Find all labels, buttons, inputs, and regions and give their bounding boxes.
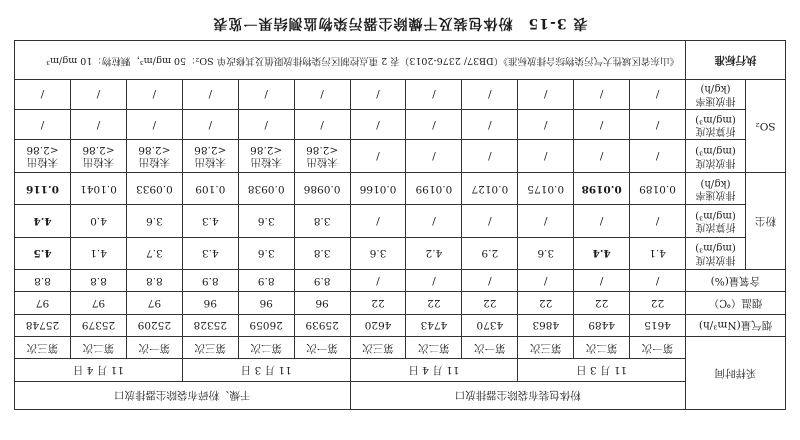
run-header: 第二次 (574, 337, 630, 359)
value-cell: 0.109 (182, 172, 238, 204)
value-cell: / (462, 205, 518, 237)
value-cell: 0.0189 (630, 172, 686, 204)
value-cell: / (462, 79, 518, 109)
value-cell: / (518, 109, 574, 139)
value-cell: / (350, 140, 406, 172)
dust-rate-row (15, 172, 786, 204)
row-label: 烟气量(Nm³/h) (686, 314, 786, 336)
value-cell: / (350, 270, 406, 292)
run-header: 第三次 (518, 337, 574, 359)
value-cell: / (15, 109, 71, 139)
value-cell: 97 (15, 292, 71, 314)
temp-row (15, 292, 786, 314)
so2-em-row (15, 140, 786, 172)
value-cell: / (574, 109, 630, 139)
value-cell: 8.9 (182, 270, 238, 292)
run-header: 第一次 (126, 337, 182, 359)
value-cell: 22 (518, 292, 574, 314)
value-cell: 22 (630, 292, 686, 314)
value-cell: 3.6 (126, 205, 182, 237)
value-cell: 未检出 <2.86 (294, 140, 350, 172)
header-row-1 (15, 381, 786, 409)
value-cell: 22 (406, 292, 462, 314)
row-label: 排放速率(kg/h) (686, 79, 746, 109)
row-label: 折算浓度(mg/m³) (686, 109, 746, 139)
value-cell: 未检出 <2.86 (71, 140, 127, 172)
value-cell: / (15, 79, 71, 109)
value-cell: 96 (294, 292, 350, 314)
value-cell: 3.6 (518, 237, 574, 269)
value-cell: 22 (462, 292, 518, 314)
row-label: 排放速率(kg/h) (686, 172, 746, 204)
value-cell: / (630, 109, 686, 139)
value-cell: 8.8 (15, 270, 71, 292)
runs-row (15, 337, 786, 359)
value-cell: 3.6 (350, 237, 406, 269)
value-cell: 0.0198 (574, 172, 630, 204)
standard-row (15, 41, 786, 80)
dust-conv-row (15, 205, 786, 237)
run-header: 第一次 (630, 337, 686, 359)
value-cell: 4.3 (182, 237, 238, 269)
value-cell: / (574, 270, 630, 292)
value-cell: 22 (574, 292, 630, 314)
value-cell: 8.8 (126, 270, 182, 292)
monitoring-results-table (14, 40, 786, 410)
value-cell: / (518, 270, 574, 292)
run-header: 第一次 (462, 337, 518, 359)
run-header: 第一次 (294, 337, 350, 359)
value-cell: 0.0166 (350, 172, 406, 204)
value-cell: 未检出 <2.86 (238, 140, 294, 172)
value-cell: 4489 (574, 314, 630, 336)
date-header: 11 月 4 日 (350, 359, 518, 381)
so2-label: SO₂ (746, 79, 786, 172)
value-cell: 96 (182, 292, 238, 314)
value-cell: 未检出 <2.86 (15, 140, 71, 172)
value-cell: / (574, 140, 630, 172)
value-cell: 96 (238, 292, 294, 314)
value-cell: / (630, 79, 686, 109)
value-cell: 0.0938 (238, 172, 294, 204)
value-cell: 8.8 (71, 270, 127, 292)
value-cell: 22 (350, 292, 406, 314)
value-cell: 2.9 (462, 237, 518, 269)
run-header: 第三次 (15, 337, 71, 359)
value-cell: 0.0175 (518, 172, 574, 204)
so2-rate-row (15, 79, 786, 109)
value-cell: / (126, 109, 182, 139)
value-cell: / (462, 109, 518, 139)
standard-label: 执行标准 (686, 41, 786, 80)
value-cell: 4.3 (182, 205, 238, 237)
value-cell: / (350, 205, 406, 237)
value-cell: 25748 (15, 314, 71, 336)
value-cell: 未检出 <2.86 (182, 140, 238, 172)
value-cell: / (406, 270, 462, 292)
value-cell: 25379 (71, 314, 127, 336)
value-cell: 3.6 (238, 205, 294, 237)
row-label: 排放浓度(mg/m³) (686, 140, 746, 172)
oxygen-row (15, 270, 786, 292)
group-b-header: 干燥、粉碎布袋除尘器排放口 (15, 381, 351, 409)
row-label: 排放浓度(mg/m³) (686, 237, 746, 269)
date-header: 11 月 3 日 (182, 359, 350, 381)
value-cell: / (182, 109, 238, 139)
value-cell: 0.0199 (406, 172, 462, 204)
value-cell: 26059 (238, 314, 294, 336)
value-cell: 4.1 (630, 237, 686, 269)
value-cell: / (574, 205, 630, 237)
dust-em-row (15, 237, 786, 269)
value-cell: / (518, 140, 574, 172)
run-header: 第二次 (71, 337, 127, 359)
run-header: 第二次 (406, 337, 462, 359)
value-cell: / (71, 109, 127, 139)
value-cell: / (630, 140, 686, 172)
value-cell: / (462, 140, 518, 172)
value-cell: 4863 (518, 314, 574, 336)
run-header: 第三次 (182, 337, 238, 359)
value-cell: 4.5 (15, 237, 71, 269)
value-cell: 97 (71, 292, 127, 314)
value-cell: / (294, 79, 350, 109)
table-title: 表 3-15 粉体包装及干燥除尘器污染物监测结果一览表 (212, 15, 588, 31)
standard-text: 《山东省区域性大气污染物综合排放标准》（DB37/ 2376-2013）表 2 重点控制区污染物排放限值及其修改单 SO₂：50 mg/m³，颗粒物：10 mg/m³ (15, 41, 686, 80)
value-cell: / (238, 79, 294, 109)
value-cell: 25328 (182, 314, 238, 336)
value-cell: 4620 (350, 314, 406, 336)
value-cell: / (406, 140, 462, 172)
row-label: 折算浓度(mg/m³) (686, 205, 746, 237)
value-cell: 0.0933 (126, 172, 182, 204)
value-cell: 25939 (294, 314, 350, 336)
flow-row (15, 314, 786, 336)
value-cell: / (630, 205, 686, 237)
value-cell: 0.1041 (71, 172, 127, 204)
value-cell: 0.0986 (294, 172, 350, 204)
value-cell: / (406, 79, 462, 109)
value-cell: 3.6 (238, 237, 294, 269)
value-cell: 8.9 (238, 270, 294, 292)
value-cell: / (350, 79, 406, 109)
value-cell: 4.1 (71, 237, 127, 269)
value-cell: / (350, 109, 406, 139)
value-cell: 0.0127 (462, 172, 518, 204)
row-label: 烟温（℃） (686, 292, 786, 314)
value-cell: 0.116 (15, 172, 71, 204)
value-cell: / (126, 79, 182, 109)
value-cell: 3.8 (294, 205, 350, 237)
value-cell: / (518, 79, 574, 109)
value-cell: / (630, 270, 686, 292)
row-label: 含氧量(%) (686, 270, 786, 292)
run-header: 第二次 (238, 337, 294, 359)
value-cell: 25209 (126, 314, 182, 336)
value-cell: / (574, 79, 630, 109)
value-cell: 3.7 (126, 237, 182, 269)
value-cell: / (182, 79, 238, 109)
value-cell: 未检出 <2.86 (126, 140, 182, 172)
value-cell: / (294, 109, 350, 139)
value-cell: 4.4 (574, 237, 630, 269)
dust-label: 粉尘 (746, 172, 786, 269)
value-cell: / (406, 205, 462, 237)
value-cell: / (462, 270, 518, 292)
value-cell: / (71, 79, 127, 109)
value-cell: / (406, 109, 462, 139)
value-cell: 3.8 (294, 237, 350, 269)
value-cell: / (518, 205, 574, 237)
header-row-2 (15, 359, 786, 381)
value-cell: 4.2 (406, 237, 462, 269)
date-header: 11 月 3 日 (518, 359, 686, 381)
run-header: 第三次 (350, 337, 406, 359)
date-header: 11 月 4 日 (15, 359, 183, 381)
value-cell: 4.4 (15, 205, 71, 237)
value-cell: 4615 (630, 314, 686, 336)
value-cell: / (238, 109, 294, 139)
sampling-time-header: 采样时间 (686, 337, 786, 410)
value-cell: 8.9 (294, 270, 350, 292)
so2-conv-row (15, 109, 786, 139)
value-cell: 4743 (406, 314, 462, 336)
value-cell: 97 (126, 292, 182, 314)
group-a-header: 粉体包装布袋除尘器排放口 (350, 381, 685, 409)
value-cell: 4370 (462, 314, 518, 336)
value-cell: 4.0 (71, 205, 127, 237)
